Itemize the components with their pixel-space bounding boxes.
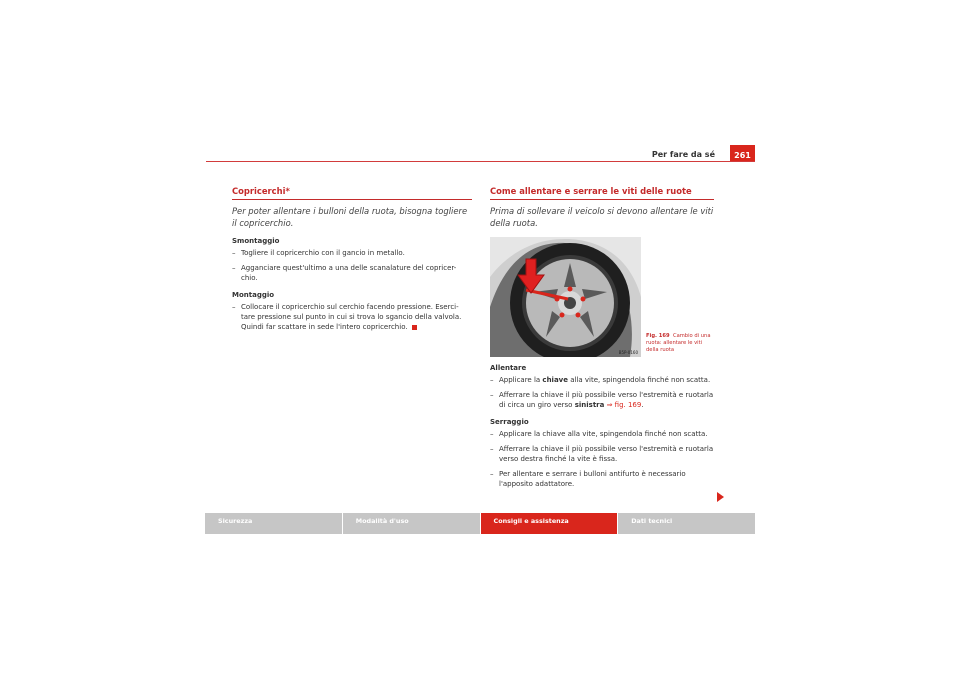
figure-caption: Fig. 169 Cambio di una ruota: allentare le viti della ruota — [646, 333, 711, 353]
page-number: 261 — [730, 145, 755, 162]
step-item: – Applicare la chiave alla vite, spingendola finché non scatta. — [490, 376, 711, 384]
section-title-viti: Come allentare e serrare le viti delle ruote — [490, 186, 714, 200]
step-item: – Collocare il copricerchio sul cerchio facendo pressione. Eserci-tare pressione sul punto in cui si trova lo sgancio della valvola. Quindi far scattare in sede l'intero copricerchio. — [232, 303, 462, 331]
subheading-serraggio: Serraggio — [490, 418, 529, 426]
right-column — [490, 186, 714, 494]
figure-code: B5P-0160 — [618, 350, 638, 355]
figure-reference-link[interactable]: ⇒ fig. 169 — [604, 401, 642, 409]
lead-text: Per poter allentare i bulloni della ruota, bisogna togliere il copricerchio. — [232, 206, 468, 228]
section-title-copricerchi: Copricerchi* — [232, 186, 472, 200]
step-item: – Togliere il copricerchio con il gancio in metallo. — [232, 249, 405, 257]
wheel-photo — [490, 237, 641, 357]
continue-arrow-icon — [717, 492, 724, 502]
running-header: Per fare da sé — [651, 150, 715, 159]
nav-tab-sicurezza[interactable]: Sicurezza — [205, 513, 342, 534]
nav-tab-consigli-assistenza[interactable]: Consigli e assistenza — [481, 513, 618, 534]
nav-tab-modalita-uso[interactable]: Modalità d'uso — [343, 513, 480, 534]
lead-text: Prima di sollevare il veicolo si devono allentare le viti della ruota. — [490, 206, 714, 228]
header-rule — [206, 161, 755, 162]
end-of-section-marker — [412, 325, 417, 330]
step-item: – Agganciare quest'ultimo a una delle scanalature del copricer-chio. — [232, 264, 457, 282]
subheading-smontaggio: Smontaggio — [232, 237, 280, 245]
subheading-allentare: Allentare — [490, 364, 527, 372]
nav-tab-dati-tecnici[interactable]: Dati tecnici — [618, 513, 755, 534]
step-item: – Afferrare la chiave il più possibile verso l'estremità e ruotarla verso destra finché la vite è fissa. — [490, 445, 714, 463]
bottom-navigation — [205, 513, 755, 534]
step-item: – Per allentare e serrare i bulloni antifurto è necessario l'apposito adattatore. — [490, 470, 686, 488]
left-column — [232, 186, 472, 337]
step-item: – Applicare la chiave alla vite, spingendola finché non scatta. — [490, 430, 708, 438]
figure-block — [490, 237, 714, 359]
step-item: – Afferrare la chiave il più possibile verso l'estremità e ruotarla di circa un giro verso sinistra ⇒ fig. 169. — [490, 391, 714, 409]
subheading-montaggio: Montaggio — [232, 291, 275, 299]
